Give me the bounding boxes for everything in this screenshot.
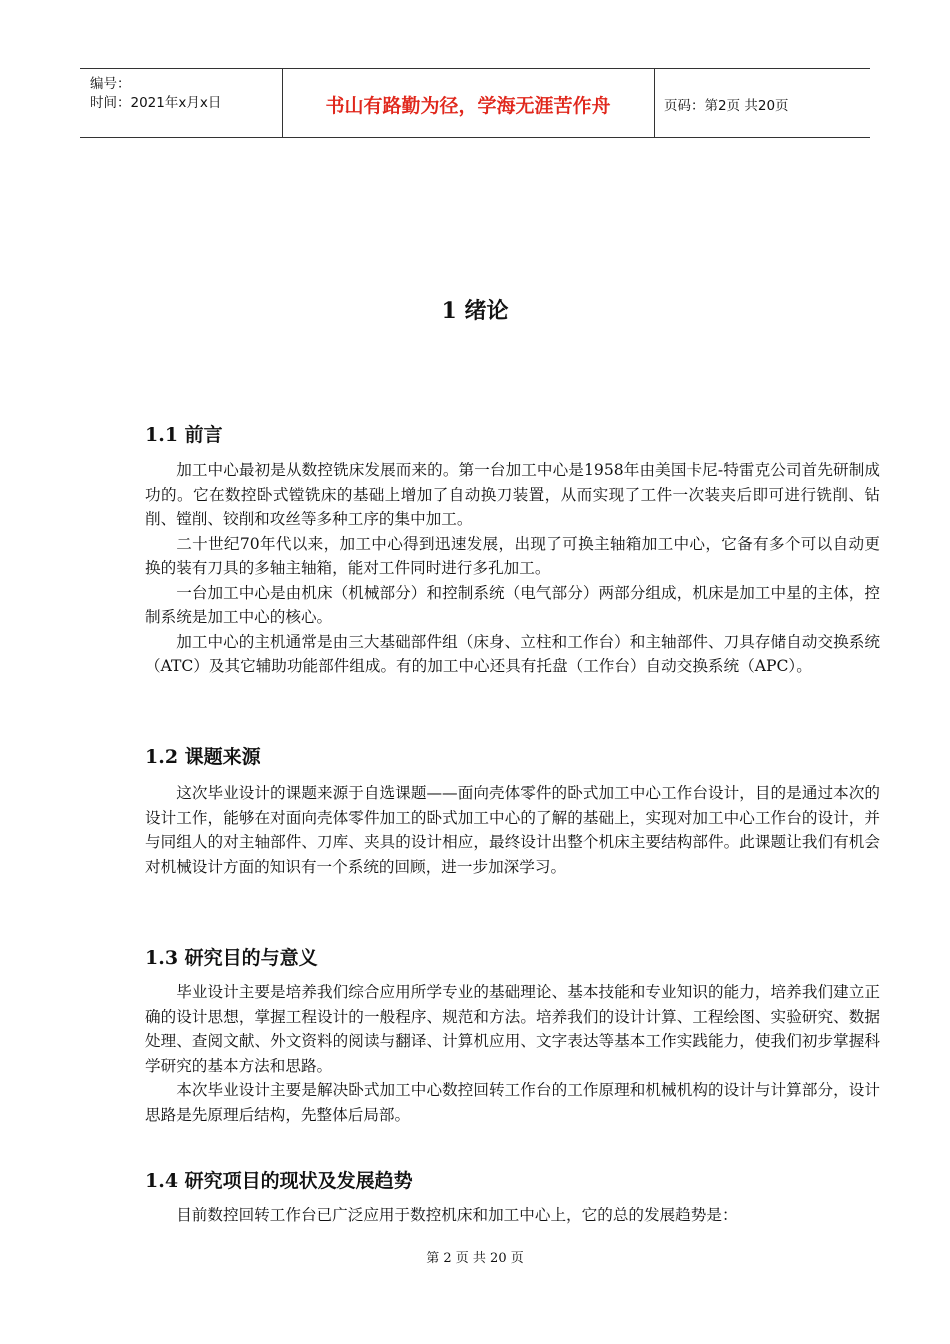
section-body	[145, 781, 880, 879]
paragraph: 加工中心的主机通常是由三大基础部件组（床身、立柱和工作台）和主轴部件、刀具存储自动交换系统（ATC）及其它辅助功能部件组成。有的加工中心还具有托盘（工作台）自动交换系统（APC）。	[145, 632, 880, 675]
paragraph: 加工中心最初是从数控铣床发展而来的。第一台加工中心是1958年由美国卡尼-特雷克公司首先研制成功的。它在数控卧式镗铣床的基础上增加了自动换刀装置，从而实现了工件一次装夹后即可进行铣削、钻削、镗削、铰削和攻丝等多种工序的集中加工。	[145, 461, 880, 528]
section-heading: 1.3 研究目的与意义	[145, 947, 318, 969]
header-page-cell	[654, 69, 870, 137]
page-code: 页码：第2页 共20页	[664, 98, 789, 114]
motto: 书山有路勤为径，学海无涯苦作舟	[325, 95, 611, 117]
header-table	[80, 68, 870, 138]
section-body	[145, 458, 880, 679]
chapter-title: 1 绪论	[441, 298, 509, 324]
document-date: 时间：2021年x月x日	[90, 95, 222, 111]
section-heading: 1.4 研究项目的现状及发展趋势	[145, 1170, 413, 1192]
section-heading: 1.2 课题来源	[145, 746, 261, 768]
paragraph: 目前数控回转工作台已广泛应用于数控机床和加工中心上，它的总的发展趋势是：	[176, 1206, 738, 1224]
paragraph: 这次毕业设计的课题来源于自选课题——面向壳体零件的卧式加工中心工作台设计，目的是通过本次的设计工作，能够在对面向壳体零件加工的卧式加工中心的了解的基础上，实现对加工中心工作台的设计，并与同组人的对主轴部件、刀库、夹具的设计相应，最终设计出整个机床主要结构部件。此课题让我们有机会对机械设计方面的知识有一个系统的回顾，进一步加深学习。	[145, 784, 880, 876]
paragraph: 本次毕业设计主要是解决卧式加工中心数控回转工作台的工作原理和机械机构的设计与计算部分，设计思路是先原理后结构，先整体后局部。	[145, 1081, 880, 1124]
page-footer: 第 2 页 共 20 页	[426, 1251, 524, 1266]
header-meta-cell	[80, 69, 283, 137]
section-heading: 1.1 前言	[145, 424, 223, 446]
header-motto-cell	[282, 69, 655, 137]
paragraph: 一台加工中心是由机床（机械部分）和控制系统（电气部分）两部分组成，机床是加工中星的主体，控制系统是加工中心的核心。	[145, 583, 880, 626]
document-number: 编号：	[90, 76, 131, 92]
section-body	[145, 980, 880, 1127]
paragraph: 毕业设计主要是培养我们综合应用所学专业的基础理论、基本技能和专业知识的能力，培养我们建立正确的设计思想，掌握工程设计的一般程序、规范和方法。培养我们的设计计算、工程绘图、实验研究、数据处理、查阅文献、外文资料的阅读与翻译、计算机应用、文字表达等基本工作实践能力，使我们初步掌握科学研究的基本方法和思路。	[145, 983, 880, 1075]
paragraph: 二十世纪70年代以来，加工中心得到迅速发展，出现了可换主轴箱加工中心，它备有多个可以自动更换的装有刀具的多轴主轴箱，能对工件同时进行多孔加工。	[145, 534, 880, 577]
section-body	[145, 1203, 880, 1228]
